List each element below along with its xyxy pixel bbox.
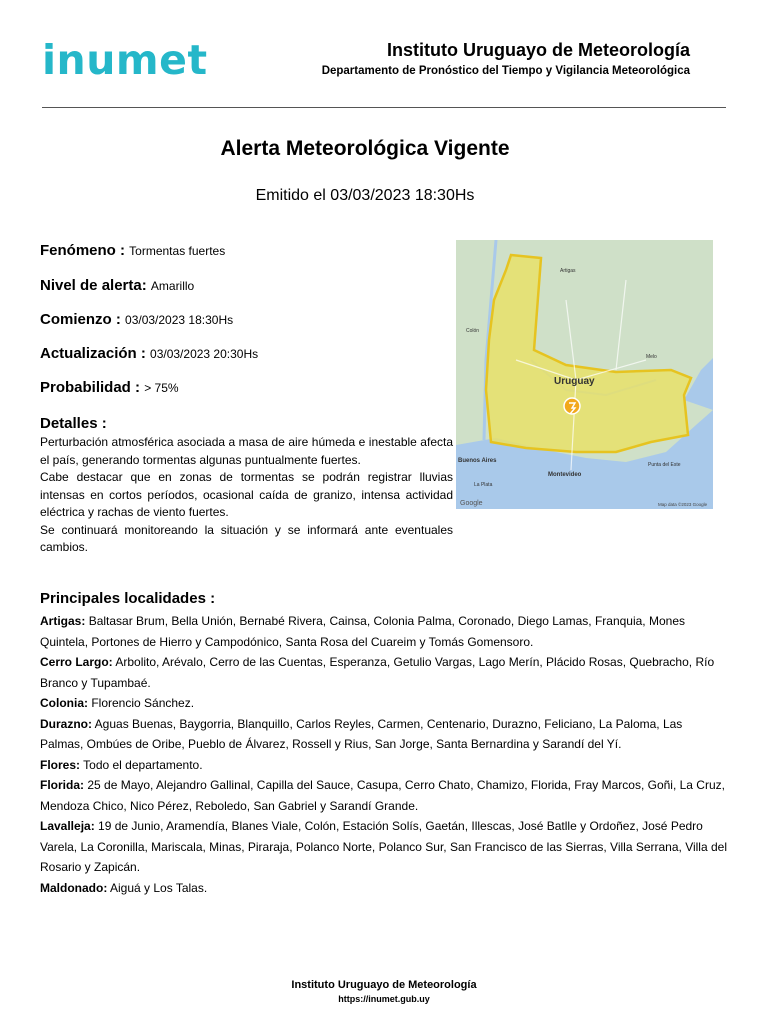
footer-institute: Instituto Uruguayo de Meteorología — [291, 979, 477, 991]
probabilidad-label: Probabilidad : — [40, 379, 141, 396]
department-localities: Baltasar Brum, Bella Unión, Bernabé Rivera, Cainsa, Colonia Palma, Coronado, Diego Lamas, Franquia, Mones Quintela, Portones de Hierro y Campodónico, Santa Rosa del Cuareim y Tomás Gomensoro. — [40, 614, 685, 649]
department-localities: Aiguá y Los Talas. — [110, 880, 208, 895]
map-label-punta-del-este: Punta del Este — [648, 462, 681, 468]
map-svg — [456, 240, 713, 509]
header-divider — [42, 107, 726, 108]
footer-url[interactable]: https://inumet.gub.uy — [338, 994, 430, 1004]
actualizacion-label: Actualización : — [40, 345, 146, 362]
field-fenomeno — [40, 242, 225, 259]
actualizacion-value: 03/03/2023 20:30Hs — [150, 347, 259, 361]
fenomeno-label: Fenómeno : — [40, 242, 125, 259]
details-paragraph: Se continuará monitoreando la situación y se informará ante eventuales cambios. — [40, 522, 453, 554]
details-paragraph: Perturbación atmosférica asociada a masa de aire húmeda e inestable afecta el país, generando tormentas algunas puntualmente fuertes. — [40, 435, 453, 467]
department-name: Florida: — [40, 778, 84, 792]
field-actualizacion — [40, 345, 258, 362]
institute-title: Instituto Uruguayo de Meteorología — [386, 40, 690, 60]
map-label-colon: Colón — [466, 328, 480, 334]
locality-entry — [40, 714, 728, 755]
department-name: Durazno: — [40, 716, 92, 731]
nivel-value: Amarillo — [150, 279, 195, 293]
department-name: Colonia: — [40, 696, 88, 710]
map-label-melo: Melo — [646, 354, 657, 360]
comienzo-value: 03/03/2023 18:30Hs — [125, 313, 234, 327]
locality-entry — [40, 755, 728, 776]
field-comienzo — [40, 311, 233, 328]
locality-entry — [40, 652, 728, 693]
department-localities: Todo el departamento. — [83, 757, 203, 772]
issued-date: Emitido el 03/03/2023 18:30Hs — [255, 187, 475, 204]
field-nivel — [40, 277, 194, 294]
localities-title: Principales localidades : — [40, 590, 216, 607]
nivel-label: Nivel de alerta: — [40, 277, 147, 294]
department-localities: Aguas Buenas, Baygorria, Blanquillo, Carlos Reyles, Carmen, Centenario, Durazno, Feliciano, La Paloma, Las Palmas, Ombúes de Oribe, Pueblo de Álvarez, Rossell y Rius, San Jorge, Santa Bernardina y Sarandí del Yí. — [40, 716, 683, 751]
locality-entry — [40, 878, 728, 899]
department-localities: Arbolito, Arévalo, Cerro de las Cuentas, Esperanza, Getulio Vargas, Lago Merín, Plácido Rosas, Quebracho, Río Branco y Tupambaé. — [40, 655, 715, 690]
department-localities: Florencio Sánchez. — [91, 696, 195, 710]
department-name: Maldonado: — [40, 880, 108, 895]
details-body — [40, 434, 453, 557]
department-name: Flores: — [40, 757, 81, 772]
department-subtitle: Departamento de Pronóstico del Tiempo y Vigilancia Meteorológica — [321, 65, 690, 77]
department-name: Lavalleja: — [40, 819, 95, 833]
department-name: Cerro Largo: — [40, 655, 113, 669]
locality-entry — [40, 775, 728, 816]
locality-entry — [40, 816, 728, 878]
fenomeno-value: Tormentas fuertes — [129, 244, 226, 258]
locality-entry — [40, 693, 728, 714]
locality-entry — [40, 611, 728, 652]
map-label-montevideo: Montevideo — [548, 472, 582, 478]
comienzo-label: Comienzo : — [40, 311, 121, 328]
department-name: Artigas: — [40, 614, 86, 628]
map-label-country: Uruguay — [554, 376, 595, 387]
details-label: Detalles : — [40, 415, 107, 432]
field-probabilidad — [40, 379, 179, 396]
department-localities: 25 de Mayo, Alejandro Gallinal, Capilla del Sauce, Casupa, Cerro Chato, Chamizo, Florida, Fray Marcos, Goñi, La Cruz, Mendoza Chico, Nico Pérez, Reboledo, San Gabriel y Sarandí Grande. — [40, 778, 725, 813]
google-logo: Google — [460, 500, 483, 507]
map-label-artigas: Artigas — [560, 268, 576, 274]
alert-map — [456, 240, 713, 509]
localities-list — [40, 611, 728, 898]
map-label-buenos-aires: Buenos Aires — [458, 458, 497, 464]
alert-title: Alerta Meteorológica Vigente — [220, 137, 510, 160]
details-paragraph: Cabe destacar que en zonas de tormentas se podrán registrar lluvias intensas en cortos períodos, ocasional caída de granizo, intensa actividad eléctrica y rachas de viento fuertes. — [40, 470, 453, 519]
department-localities: 19 de Junio, Aramendía, Blanes Viale, Colón, Estación Solís, Gaetán, Illescas, José Batlle y Ordoñez, José Pedro Varela, La Coronilla, Mariscala, Minas, Piraraja, Polanco Norte, Polanco Sur, San Francisco de las Sierras, Villa Serrana, Villa del Rosario y Zapicán. — [40, 819, 727, 874]
inumet-logo: inumet — [42, 36, 208, 84]
map-label-la-plata: La Plata — [474, 482, 493, 488]
map-attribution: Map data ©2023 Google — [658, 502, 708, 507]
probabilidad-value: > 75% — [144, 381, 179, 395]
